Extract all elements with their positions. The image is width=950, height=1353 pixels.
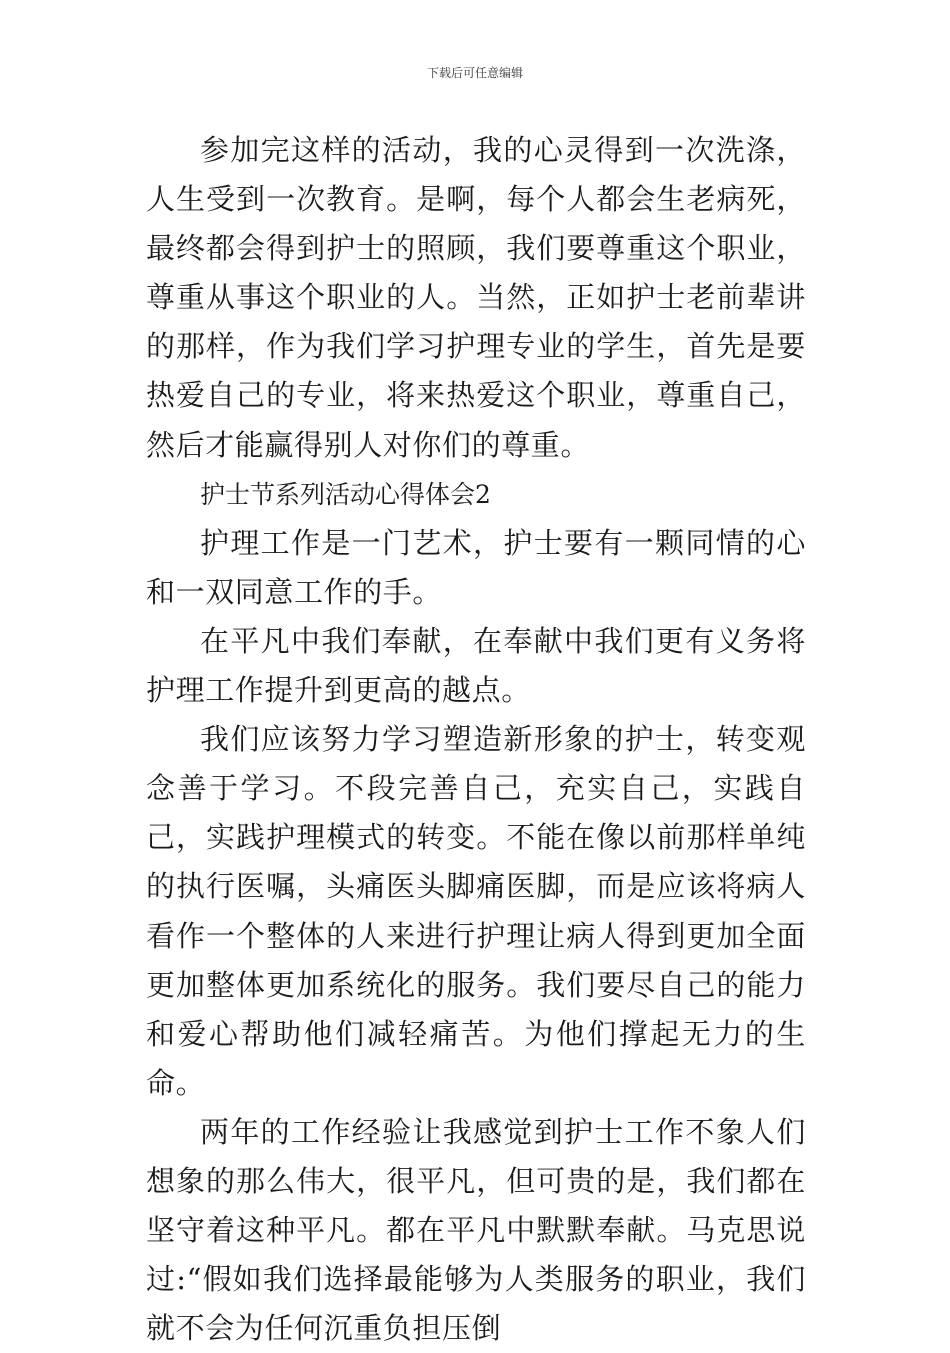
document-body xyxy=(146,126,806,1353)
paragraph-2: 护理工作是一门艺术，护士要有一颗同情的心和一双同意工作的手。 xyxy=(146,525,806,609)
paragraph-3: 在平凡中我们奉献，在奉献中我们更有义务将护理工作提升到更高的越点。 xyxy=(146,623,806,708)
section-heading: 护士节系列活动心得体会2 xyxy=(200,479,491,509)
page-header: 下载后可任意编辑 xyxy=(426,66,523,80)
paragraph-4: 我们应该努力学习塑造新形象的护士，转变观念善于学习。不段完善自己，充实自己，实践自己，实践护理模式的转变。不能在像以前那样单纯的执行医嘱，头痛医头脚痛医脚，而是应该将病人看作一个整体的人来进行护理让病人得到更加全面更加整体更加系统化的服务。我们要尽自己的能力和爱心帮助他们减轻痛苦。为他们撑起无力的生命。 xyxy=(146,722,806,1100)
paragraph-1: 参加完这样的活动，我的心灵得到一次洗涤，人生受到一次教育。是啊，每个人都会生老病死，最终都会得到护士的照顾，我们要尊重这个职业，尊重从事这个职业的人。当然，正如护士老前辈讲的那样，作为我们学习护理专业的学生，首先是要热爱自己的专业，将来热爱这个职业，尊重自己，然后才能赢得别人对你们的尊重。 xyxy=(146,133,806,462)
paragraph-5: 两年的工作经验让我感觉到护士工作不象人们想象的那么伟大，很平凡，但可贵的是，我们都在坚守着这种平凡。都在平凡中默默奉献。马克思说过:“假如我们选择最能够为人类服务的职业，我们就不会为任何沉重负担压倒 xyxy=(146,1114,806,1346)
